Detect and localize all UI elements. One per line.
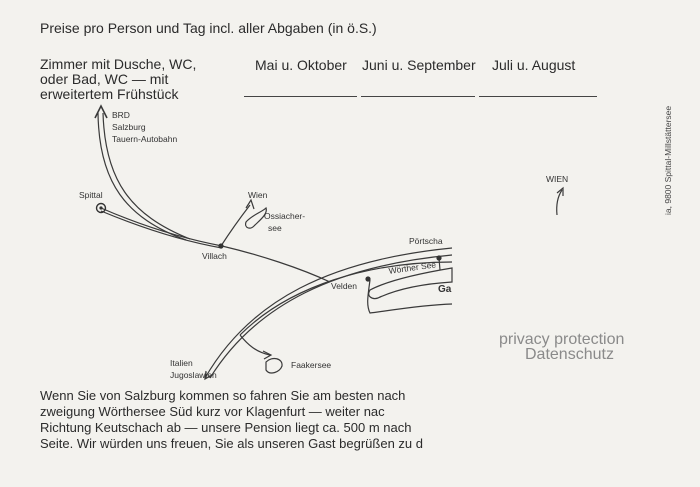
season-may-october: Mai u. Oktober xyxy=(255,57,347,73)
room-line: Zimmer mit Dusche, WC, xyxy=(40,56,197,72)
arrow-north xyxy=(95,106,107,118)
villach-marker xyxy=(218,243,223,248)
label-see: see xyxy=(268,223,282,233)
directions-text xyxy=(40,388,452,452)
room-line: erweitertem Frühstück xyxy=(40,86,179,102)
season-july-august: Juli u. August xyxy=(492,57,576,73)
label-woerther-see: Wörther See xyxy=(388,259,437,276)
watermark-line-1: privacy protection xyxy=(499,331,625,348)
faakersee-outline xyxy=(266,359,282,373)
label-italien: Italien xyxy=(170,358,193,368)
label-salzburg: Salzburg xyxy=(112,122,146,132)
directions-line: zweigung Wörthersee Süd kurz vor Klagenfurt — weiter nac xyxy=(40,404,385,419)
room-line: oder Bad, WC — mit xyxy=(40,71,169,87)
arrow-faaker xyxy=(263,351,271,359)
road-villach-velden xyxy=(222,246,330,282)
label-poertschach: Pörtscha xyxy=(409,236,443,246)
directions-line: Wenn Sie von Salzburg kommen so fahren Sie am besten nach xyxy=(40,388,406,403)
privacy-watermark xyxy=(499,332,624,362)
price-heading: Preise pro Person und Tag incl. aller Abgaben (in ö.S.) xyxy=(40,20,377,36)
label-tauern-autobahn: Tauern-Autobahn xyxy=(112,134,178,144)
directions-line: Richtung Keutschach ab — unsere Pension liegt ca. 500 m nach xyxy=(40,420,412,435)
velden-marker xyxy=(365,276,370,281)
label-jugoslawien: Jugoslawien xyxy=(170,370,217,380)
label-brd: BRD xyxy=(112,110,130,120)
label-ga: Ga xyxy=(438,284,452,295)
poertschach-marker xyxy=(436,255,441,260)
road-arc-3 xyxy=(240,262,452,335)
directions-line: Seite. Wir würden uns freuen, Sie als unseren Gast begrüßen zu d xyxy=(40,436,423,451)
label-spittal: Spittal xyxy=(79,190,103,200)
road-spittal-villach xyxy=(101,208,222,246)
label-wien-north: Wien xyxy=(248,190,268,200)
label-faakersee: Faakersee xyxy=(291,360,332,370)
publisher-imprint: ia, 9800 Spittal-Millstättersee xyxy=(663,105,673,215)
spittal-marker-dot xyxy=(99,206,102,209)
label-wien-east: WIEN xyxy=(546,174,569,184)
label-ossiacher: Ossiacher- xyxy=(264,211,306,221)
label-villach: Villach xyxy=(202,251,227,261)
road-wien-east xyxy=(557,190,562,215)
watermark-line-2: Datenschutz xyxy=(525,346,614,363)
arrow-wien xyxy=(246,200,254,209)
season-june-september: Juni u. September xyxy=(362,57,476,73)
road-to-salzburg-inner xyxy=(98,113,186,240)
label-velden: Velden xyxy=(331,281,357,291)
